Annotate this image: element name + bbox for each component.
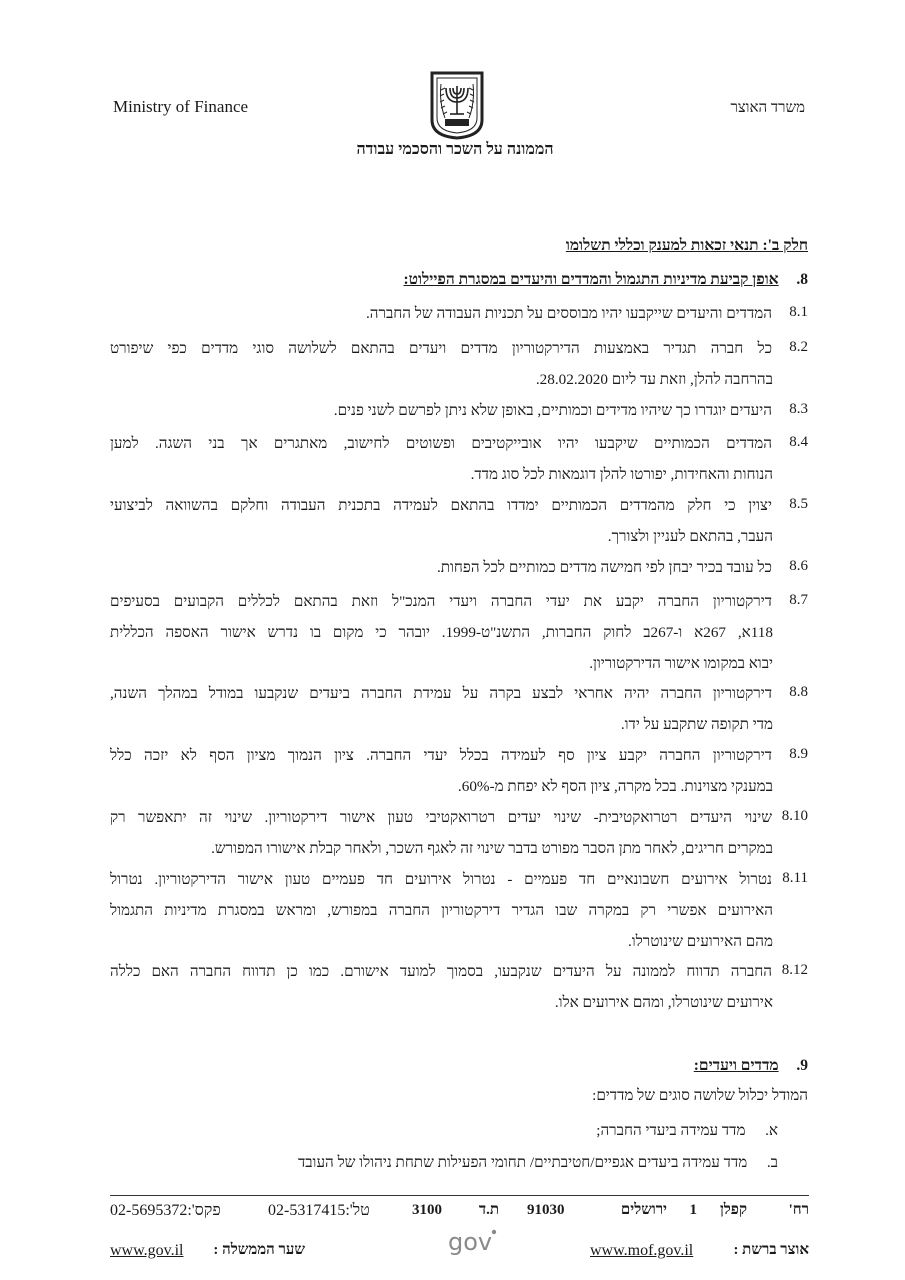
section-9-intro: המודל יכלול שלושה סוגים של מדדים: xyxy=(592,1087,808,1104)
item-text-line: כל חברה תגדיר באמצעות הדירקטוריון מדדים ויעדים בהתאם לשלושה סוגי מדדים כפי שיפורט xyxy=(110,340,772,357)
footer-city: ירושלים xyxy=(620,1202,667,1218)
footer-street-label: רח' xyxy=(788,1202,809,1218)
item-number: 8.4 xyxy=(789,434,808,450)
section-9-number: 9. xyxy=(796,1057,808,1074)
item-text-line: במענקי מצוינות. בכל מקרה, ציון הסף לא יפחת מ-60%. xyxy=(457,778,773,795)
item-text-line: מהם האירועים שינוטרלו. xyxy=(627,933,773,950)
item-text-line: דירקטוריון החברה יקבע את יעדי החברה ויעדי המנכ"ל וזאת בהתאם לכללים הקבועים בסעיפים xyxy=(110,593,772,610)
item-number: 8.12 xyxy=(781,962,808,978)
item-text-line: יצוין כי חלק מהמדדים הכמותיים ימדדו בהתאם לעמידה בתכנית העבודה וחלקם בהשוואה לביצועי xyxy=(110,497,772,514)
footer-zip: 91030 xyxy=(527,1202,565,1218)
item-text-line: היעדים יוגדרו כך שיהיו מדידים וכמותיים, באופן שלא ניתן לפרשם לשני פנים. xyxy=(333,402,772,419)
item-number: 8.9 xyxy=(789,746,808,762)
item-number: 8.11 xyxy=(782,870,808,886)
item-text-line: האירועים אפשרי רק במקרה שבו הגדיר דירקטוריון החברה במפורש, ומראש במסגרת מדיניות התגמול xyxy=(110,902,773,919)
item-number: 8.5 xyxy=(789,496,808,512)
item-number: 8.1 xyxy=(789,304,808,320)
footer-fax: פקס':02-5695372 xyxy=(110,1202,221,1219)
item-text-line: החברה תדווח לממונה על היעדים שנקבעו, בסמוך למועד אישורם. כמו כן תדווח החברה האם כללה xyxy=(110,963,772,980)
item-text-line: העבר, בהתאם לעניין ולצורך. xyxy=(607,528,773,545)
section-8-number: 8. xyxy=(796,271,808,288)
item-text-line: דירקטוריון החברה יקבע ציון סף לעמידה בכלל יעדי החברה. ציון הנמוך מציון הסף לא יזכה כלל xyxy=(110,747,772,764)
item-text-line: יבוא במקומו אישור הדירקטוריון. xyxy=(589,655,773,672)
unit-name: הממונה על השכר והסכמי עבודה xyxy=(356,141,554,158)
gov-logo-text: gov xyxy=(448,1228,493,1256)
item-number: 8.2 xyxy=(789,339,808,355)
footer-street: קפלן xyxy=(719,1202,747,1218)
item-text-line: 118א, 267א ו-267ב לחוק החברות, התשנ"ט-1999. יובהר כי מקום בו נדרש אישור האספה הכללית xyxy=(110,624,773,641)
footer-tel: טל':02-5317415 xyxy=(268,1202,370,1219)
item-text-line: נטרול אירועים חשבונאיים חד פעמיים - נטרול אירועים חד פעמיים טעון אישור הדירקטוריון. נטרול xyxy=(110,871,772,888)
part-b-title: חלק ב': תנאי זכאות למענק וכללי תשלומו xyxy=(565,237,808,254)
item-text-line: הנוחות והאחידות, יפורטו להלן דוגמאות לכל סוג מדד. xyxy=(470,466,773,483)
footer-gate-label: שער הממשלה : xyxy=(213,1242,305,1258)
item-text-line: שינוי היעדים רטרואקטיבית- שינוי יעדים רטרואקטיבי טעון אישור דירקטוריון. שינוי זה יתאפשר רק xyxy=(110,809,772,826)
footer-pobox-label: ת.ד xyxy=(478,1202,499,1218)
item-text-line: כל עובד בכיר יבחן לפי חמישה מדדים כמותיים לכל הפחות. xyxy=(436,559,772,576)
item-number: 8.8 xyxy=(789,684,808,700)
footer-treasury-link[interactable]: www.mof.gov.il xyxy=(590,1242,694,1259)
section-8-heading xyxy=(404,271,808,289)
item-text-line: מדי תקופה שתקבע על ידו. xyxy=(620,716,773,733)
item-text-line: דירקטוריון החברה יהיה אחראי לבצע בקרה על עמידת החברה ביעדים שנקבעו במודל במהלך השנה, xyxy=(110,685,772,702)
ministry-name-hebrew: משרד האוצר xyxy=(730,100,805,116)
footer-treasury-label: אוצר ברשת : xyxy=(733,1242,809,1258)
section-9-heading xyxy=(694,1057,808,1075)
item-number: 8.10 xyxy=(781,808,808,824)
section-9-item-a xyxy=(596,1121,778,1141)
item-letter: ב. xyxy=(766,1154,778,1171)
footer-gate-link[interactable]: www.gov.il xyxy=(110,1242,184,1259)
item-text: מדד עמידה ביעדים אגפיים/חטיבתיים/ תחומי הפעילות שתחת ניהולו של העובד xyxy=(297,1154,748,1171)
item-text: מדד עמידה ביעדי החברה; xyxy=(596,1122,746,1139)
item-text-line: בהרחבה להלן, וזאת עד ליום 28.02.2020. xyxy=(535,371,773,388)
ministry-name-english: Ministry of Finance xyxy=(113,97,249,116)
item-text-line: המדדים והיעדים שייקבעו יהיו מבוססים על תכניות העבודה של החברה. xyxy=(365,305,772,322)
gov-logo-icon xyxy=(446,1226,500,1258)
state-emblem-icon xyxy=(428,70,486,140)
item-number: 8.6 xyxy=(789,558,808,574)
section-9-title: מדדים ויעדים: xyxy=(693,1057,779,1074)
footer-street-number: 1 xyxy=(689,1202,697,1218)
item-number: 8.3 xyxy=(789,401,808,417)
item-number: 8.7 xyxy=(789,592,808,608)
footer-pobox: 3100 xyxy=(412,1202,442,1218)
item-text-line: המדדים הכמותיים שיקבעו יהיו אובייקטיבים ופשוטים לחישוב, מאתגרים אך בני השגה. למען xyxy=(110,435,772,452)
item-text-line: אירועים שינוטרלו, ומהם אירועים אלו. xyxy=(554,994,773,1011)
section-9-item-b xyxy=(298,1153,778,1173)
item-text-line: במקרים חריגים, לאחר מתן הסבר מפורט בדבר שינוי זה לאגף השכר, ולאחר קבלת אישורו המפורש. xyxy=(211,840,773,857)
footer-divider xyxy=(110,1195,809,1196)
section-8-title: אופן קביעת מדיניות התגמול והמדדים והיעדים במסגרת הפיילוט: xyxy=(403,271,779,288)
item-letter: א. xyxy=(765,1122,778,1139)
